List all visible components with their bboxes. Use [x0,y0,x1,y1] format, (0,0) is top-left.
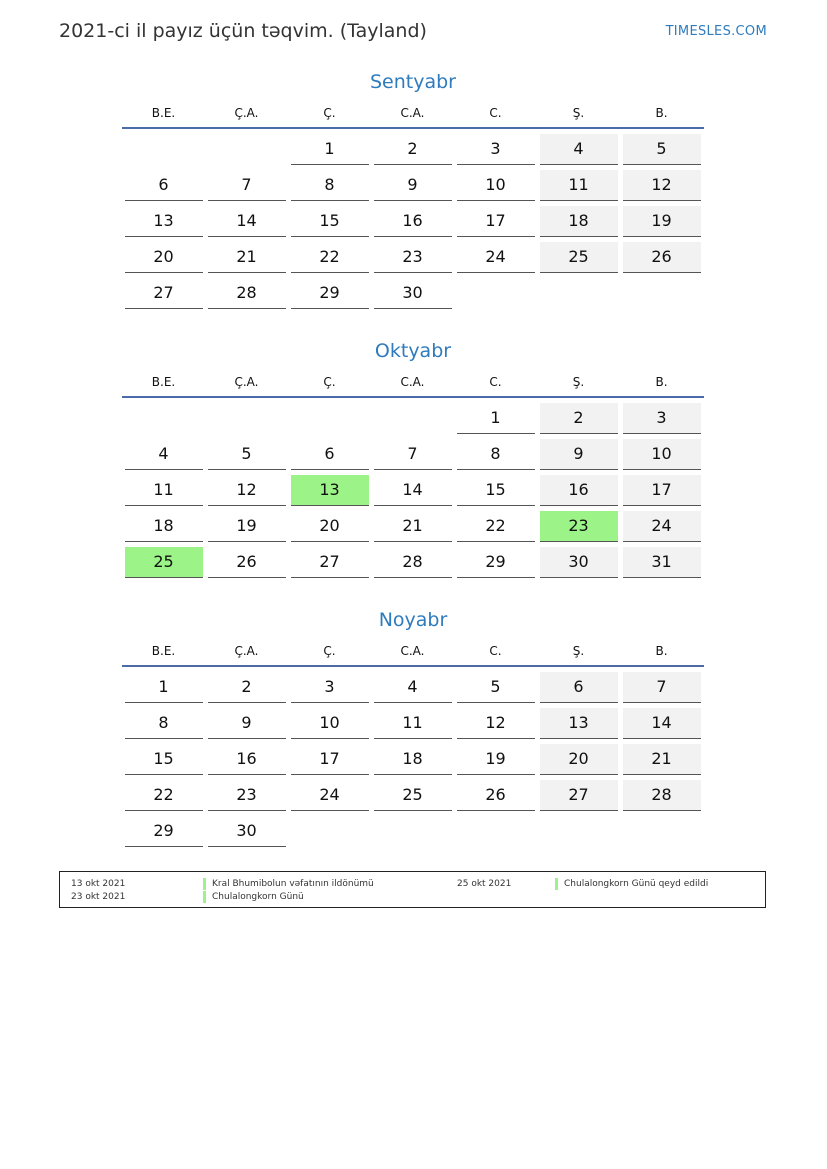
weekday-label: C. [489,106,502,120]
empty-day-cell [540,816,618,847]
holiday-legend [59,871,766,908]
day-cell: 1 [291,134,369,165]
day-cell: 11 [540,170,618,201]
day-cell: 16 [374,206,452,237]
day-cell: 16 [208,744,286,775]
weekday-label: B. [655,644,668,658]
day-cell: 21 [623,744,701,775]
holiday-day-cell: 25 [125,547,203,578]
day-cell: 24 [291,780,369,811]
weekday-label: B.E. [151,106,176,120]
day-cell: 3 [457,134,535,165]
day-cell: 2 [374,134,452,165]
day-cell: 8 [457,439,535,470]
day-cell: 22 [125,780,203,811]
site-link[interactable]: TIMESLES.COM [665,24,767,39]
weekday-header [122,640,704,667]
day-cell: 25 [374,780,452,811]
empty-day-cell [623,278,701,309]
day-cell: 7 [623,672,701,703]
weekday-header [122,371,704,398]
week-row [122,242,704,273]
week-row [122,708,704,739]
empty-day-cell [125,403,203,434]
day-cell: 29 [457,547,535,578]
day-cell: 26 [208,547,286,578]
day-cell: 6 [291,439,369,470]
holiday-day-cell: 13 [291,475,369,506]
day-cell: 28 [623,780,701,811]
weekday-label: Ş. [572,106,585,120]
page-title: 2021-ci il payız üçün təqvim. (Tayland) [59,20,427,42]
day-cell: 28 [374,547,452,578]
weekday-label: Ç.A. [234,375,259,389]
empty-day-cell [291,403,369,434]
legend-date: 23 okt 2021 [71,892,126,902]
day-cell: 21 [208,242,286,273]
empty-day-cell [457,278,535,309]
empty-day-cell [208,403,286,434]
day-cell: 1 [457,403,535,434]
day-cell: 27 [125,278,203,309]
weekday-label: Ç.A. [234,644,259,658]
weekday-label: B.E. [151,644,176,658]
week-row [122,780,704,811]
month-oktyabr [122,339,704,583]
day-cell: 19 [623,206,701,237]
day-cell: 24 [623,511,701,542]
day-cell: 11 [374,708,452,739]
month-title: Sentyabr [369,71,456,93]
holiday-day-cell: 23 [540,511,618,542]
day-cell: 30 [374,278,452,309]
day-cell: 30 [208,816,286,847]
day-cell: 10 [291,708,369,739]
day-cell: 9 [540,439,618,470]
day-cell: 23 [374,242,452,273]
day-cell: 25 [540,242,618,273]
day-cell: 22 [291,242,369,273]
day-cell: 4 [125,439,203,470]
legend-holiday-name: Kral Bhumibolun vəfatının ildönümü [203,878,374,890]
week-row [122,511,704,542]
empty-day-cell [374,816,452,847]
empty-day-cell [540,278,618,309]
week-row [122,672,704,703]
week-row [122,403,704,434]
day-cell: 10 [623,439,701,470]
day-cell: 15 [457,475,535,506]
day-cell: 29 [125,816,203,847]
day-cell: 28 [208,278,286,309]
day-cell: 3 [623,403,701,434]
day-cell: 13 [540,708,618,739]
empty-day-cell [623,816,701,847]
day-cell: 23 [208,780,286,811]
weekday-label: Ş. [572,375,585,389]
day-cell: 20 [291,511,369,542]
day-cell: 3 [291,672,369,703]
day-cell: 2 [540,403,618,434]
day-cell: 31 [623,547,701,578]
empty-day-cell [208,134,286,165]
day-cell: 18 [540,206,618,237]
day-cell: 8 [125,708,203,739]
weekday-label: C.A. [400,106,425,120]
week-row [122,475,704,506]
day-cell: 18 [374,744,452,775]
weekday-label: C.A. [400,375,425,389]
empty-day-cell [374,403,452,434]
day-cell: 5 [208,439,286,470]
month-grid [122,672,704,847]
day-cell: 14 [374,475,452,506]
day-cell: 17 [457,206,535,237]
month-sentyabr [122,70,704,314]
day-cell: 20 [125,242,203,273]
day-cell: 7 [374,439,452,470]
day-cell: 24 [457,242,535,273]
week-row [122,439,704,470]
weekday-label: B. [655,375,668,389]
weekday-label: C. [489,375,502,389]
day-cell: 5 [457,672,535,703]
month-noyabr [122,608,704,852]
week-row [122,816,704,847]
week-row [122,134,704,165]
day-cell: 14 [208,206,286,237]
day-cell: 11 [125,475,203,506]
legend-date: 25 okt 2021 [457,879,512,889]
month-grid [122,403,704,578]
day-cell: 30 [540,547,618,578]
weekday-label: Ç.A. [234,106,259,120]
day-cell: 5 [623,134,701,165]
day-cell: 12 [208,475,286,506]
day-cell: 19 [208,511,286,542]
legend-holiday-name: Chulalongkorn Günü [203,891,304,903]
day-cell: 15 [291,206,369,237]
weekday-label: Ç. [323,375,336,389]
day-cell: 8 [291,170,369,201]
day-cell: 17 [623,475,701,506]
weekday-label: Ç. [323,106,336,120]
legend-row [60,891,765,903]
day-cell: 27 [540,780,618,811]
empty-day-cell [125,134,203,165]
day-cell: 12 [457,708,535,739]
day-cell: 17 [291,744,369,775]
day-cell: 6 [540,672,618,703]
day-cell: 13 [125,206,203,237]
legend-row [60,878,765,890]
weekday-label: C. [489,644,502,658]
day-cell: 4 [374,672,452,703]
day-cell: 19 [457,744,535,775]
weekday-label: B.E. [151,375,176,389]
month-grid [122,134,704,309]
day-cell: 26 [457,780,535,811]
day-cell: 2 [208,672,286,703]
day-cell: 18 [125,511,203,542]
legend-holiday-name: Chulalongkorn Günü qeyd edildi [555,878,708,890]
day-cell: 16 [540,475,618,506]
day-cell: 21 [374,511,452,542]
day-cell: 20 [540,744,618,775]
day-cell: 4 [540,134,618,165]
week-row [122,278,704,309]
day-cell: 9 [208,708,286,739]
week-row [122,170,704,201]
empty-day-cell [457,816,535,847]
week-row [122,547,704,578]
weekday-label: Ç. [323,644,336,658]
day-cell: 29 [291,278,369,309]
day-cell: 14 [623,708,701,739]
day-cell: 1 [125,672,203,703]
month-title: Noyabr [378,609,448,631]
weekday-header [122,102,704,129]
day-cell: 9 [374,170,452,201]
week-row [122,744,704,775]
weekday-label: Ş. [572,644,585,658]
empty-day-cell [291,816,369,847]
day-cell: 12 [623,170,701,201]
day-cell: 10 [457,170,535,201]
day-cell: 6 [125,170,203,201]
day-cell: 22 [457,511,535,542]
day-cell: 15 [125,744,203,775]
day-cell: 26 [623,242,701,273]
legend-date: 13 okt 2021 [71,879,126,889]
week-row [122,206,704,237]
weekday-label: C.A. [400,644,425,658]
day-cell: 27 [291,547,369,578]
weekday-label: B. [655,106,668,120]
day-cell: 7 [208,170,286,201]
month-title: Oktyabr [374,340,452,362]
